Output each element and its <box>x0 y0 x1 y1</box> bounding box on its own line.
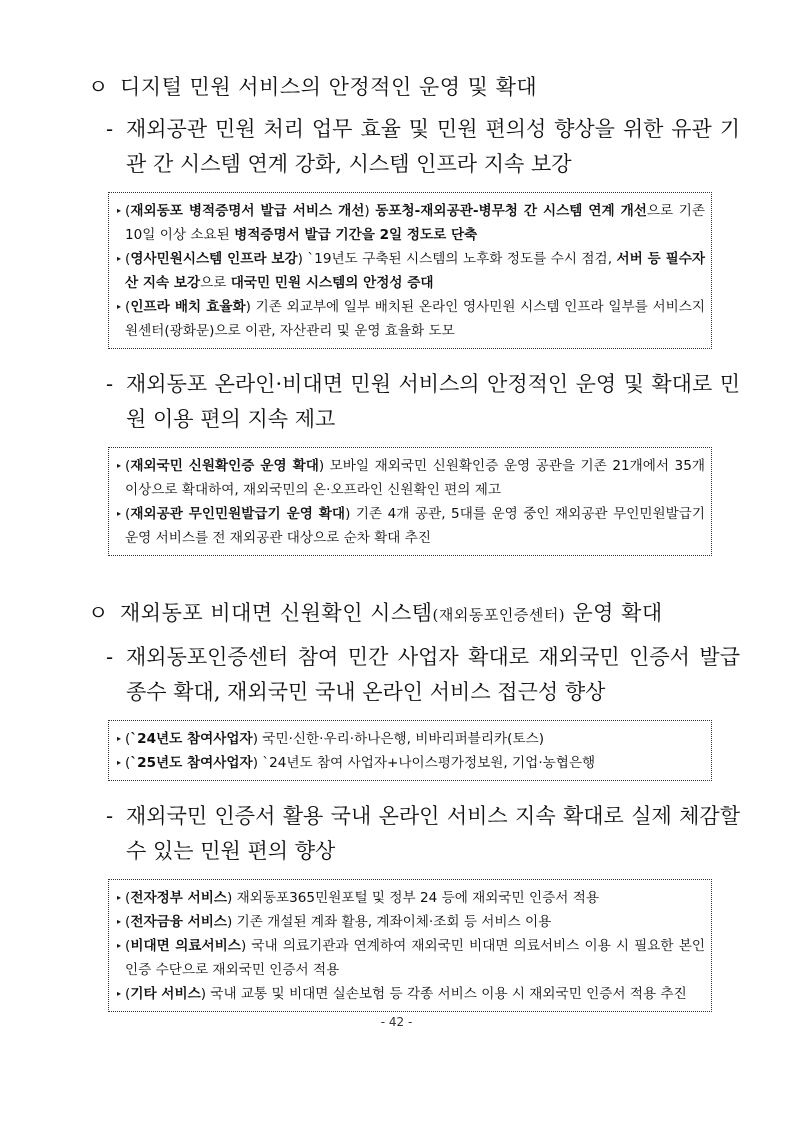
body-text: ( <box>125 458 131 474</box>
triangle-bullet-icon: ▸ <box>117 941 122 950</box>
body-text: ( <box>125 203 131 219</box>
body-text: ) 국민·신한·우리·하나은행, 비바리퍼블리카(토스) <box>252 731 545 747</box>
bold-text: 서버 등 필수자산 지속 보강 <box>125 251 705 291</box>
detail-item <box>117 982 705 1006</box>
dash-marker: - <box>106 117 114 141</box>
body-text: ) 기존 외교부에 일부 배치된 온라인 영사민원 시스템 인프라 일부를 서비스지원센터(광화문)으로 이관, 자산관리 및 운영 효율화 도모 <box>125 299 705 339</box>
dash-item <box>80 112 740 182</box>
body-text: ) 기존 4개 공관, 5대를 운영 중인 재외공관 무인민원발급기 운영 서비스를 전 재외공관 대상으로 순차 확대 추진 <box>125 506 705 546</box>
body-text: 으로 <box>200 275 231 291</box>
dash-marker: - <box>106 372 114 396</box>
bold-text: 전자금융 서비스 <box>130 914 227 930</box>
triangle-bullet-icon: ▸ <box>117 509 122 518</box>
dash-text: 재외국민 인증서 활용 국내 온라인 서비스 지속 확대로 실제 체감할 수 있는 민원 편의 향상 <box>126 804 740 863</box>
detail-item <box>117 751 705 775</box>
bold-text: 동포청-재외공관-병무청 간 시스템 연계 개선 <box>375 203 647 219</box>
body-text: ( <box>125 251 131 267</box>
body-text: ) `19년도 구축된 시스템의 노후화 정도를 수시 점검, <box>297 251 617 267</box>
dash-text: 재외공관 민원 처리 업무 효율 및 민원 편의성 향상을 위한 유관 기관 간 시스템 연계 강화, 시스템 인프라 지속 보강 <box>126 117 740 176</box>
body-text: ) 기존 개설된 계좌 활용, 계좌이체·조회 등 서비스 이용 <box>226 914 552 930</box>
circle-bullet-icon: ㅇ <box>88 75 109 99</box>
detail-item <box>117 934 705 982</box>
bold-text: 재외국민 신원확인증 운영 확대 <box>130 458 319 474</box>
section-identity-verification <box>80 598 740 1012</box>
section-heading <box>80 598 740 630</box>
body-text: ( <box>125 731 131 747</box>
body-text: ( <box>125 299 131 315</box>
bold-text: 대국민 민원 시스템의 안정성 증대 <box>230 275 434 291</box>
detail-item <box>117 454 705 502</box>
dash-marker: - <box>106 645 114 669</box>
triangle-bullet-icon: ▸ <box>117 758 122 767</box>
body-text: ) <box>364 203 376 219</box>
section-title-sub: (재외동포인증센터) <box>432 606 566 624</box>
body-text: ) 국내 교통 및 비대면 실손보험 등 각종 서비스 이용 시 재외국민 인증서 적용 추진 <box>200 986 687 1002</box>
detail-item <box>117 247 705 295</box>
body-text: ( <box>125 938 131 954</box>
triangle-bullet-icon: ▸ <box>117 206 122 215</box>
dash-item <box>80 367 740 437</box>
body-text: ( <box>125 755 131 771</box>
triangle-bullet-icon: ▸ <box>117 917 122 926</box>
bold-text: 재외동포 병적증명서 발급 서비스 개선 <box>130 203 365 219</box>
detail-item <box>117 295 705 343</box>
section-title <box>120 598 663 630</box>
detail-item <box>117 199 705 247</box>
body-text: ) 재외동포365민원포털 및 정부 24 등에 재외국민 인증서 적용 <box>226 890 599 906</box>
section-title-end: 운영 확대 <box>565 601 663 625</box>
triangle-bullet-icon: ▸ <box>117 461 122 470</box>
bold-text: 인프라 배치 효율화 <box>130 299 246 315</box>
section-title-main: 재외동포 비대면 신원확인 시스템 <box>120 601 433 625</box>
detail-item <box>117 910 705 934</box>
body-text: ( <box>125 890 131 906</box>
body-text: ) 국내 의료기관과 연계하여 재외국민 비대면 의료서비스 이용 시 필요한 본인인증 수단으로 재외국민 인증서 적용 <box>125 938 705 978</box>
bold-text: 병적증명서 발급 기간을 2일 정도로 단축 <box>234 227 478 243</box>
detail-box <box>108 879 712 1012</box>
section-title: 디지털 민원 서비스의 안정적인 운영 및 확대 <box>120 75 538 99</box>
bold-text: 재외공관 무인민원발급기 운영 확대 <box>130 506 346 522</box>
section-digital-civil-service <box>80 72 740 556</box>
detail-box <box>108 192 712 349</box>
page-number: - 42 - <box>380 1015 413 1029</box>
bold-text: 전자정부 서비스 <box>130 890 227 906</box>
detail-item <box>117 502 705 550</box>
body-text: ( <box>125 914 131 930</box>
bold-text: 비대면 의료서비스 <box>130 938 241 954</box>
circle-bullet-icon: ㅇ <box>88 601 109 625</box>
detail-item <box>117 727 705 751</box>
body-text: 으로 기존 10일 이상 소요된 <box>125 203 705 243</box>
bold-text: 기타 서비스 <box>130 986 201 1002</box>
section-heading <box>80 72 740 102</box>
detail-box <box>108 720 712 781</box>
triangle-bullet-icon: ▸ <box>117 989 122 998</box>
body-text: ( <box>125 506 131 522</box>
triangle-bullet-icon: ▸ <box>117 302 122 311</box>
triangle-bullet-icon: ▸ <box>117 893 122 902</box>
dash-item <box>80 640 740 710</box>
body-text: ( <box>125 986 131 1002</box>
triangle-bullet-icon: ▸ <box>117 734 122 743</box>
triangle-bullet-icon: ▸ <box>117 254 122 263</box>
dash-marker: - <box>106 804 114 828</box>
body-text: ) 모바일 재외국민 신원확인증 운영 공관을 기존 21개에서 35개 이상으로 확대하여, 재외국민의 온·오프라인 신원확인 편의 제고 <box>125 458 705 498</box>
detail-item <box>117 886 705 910</box>
dash-text: 재외동포인증센터 참여 민간 사업자 확대로 재외국민 인증서 발급 종수 확대, 재외국민 국내 온라인 서비스 접근성 향상 <box>126 645 740 704</box>
bold-text: `25년도 참여사업자 <box>130 755 253 771</box>
bold-text: 영사민원시스템 인프라 보강 <box>130 251 298 267</box>
body-text: ) `24년도 참여 사업자+나이스평가정보원, 기업·농협은행 <box>252 755 596 771</box>
dash-item <box>80 799 740 869</box>
bold-text: `24년도 참여사업자 <box>130 731 253 747</box>
detail-box <box>108 447 712 556</box>
dash-text: 재외동포 온라인·비대면 민원 서비스의 안정적인 운영 및 확대로 민원 이용 편의 지속 제고 <box>126 372 740 431</box>
